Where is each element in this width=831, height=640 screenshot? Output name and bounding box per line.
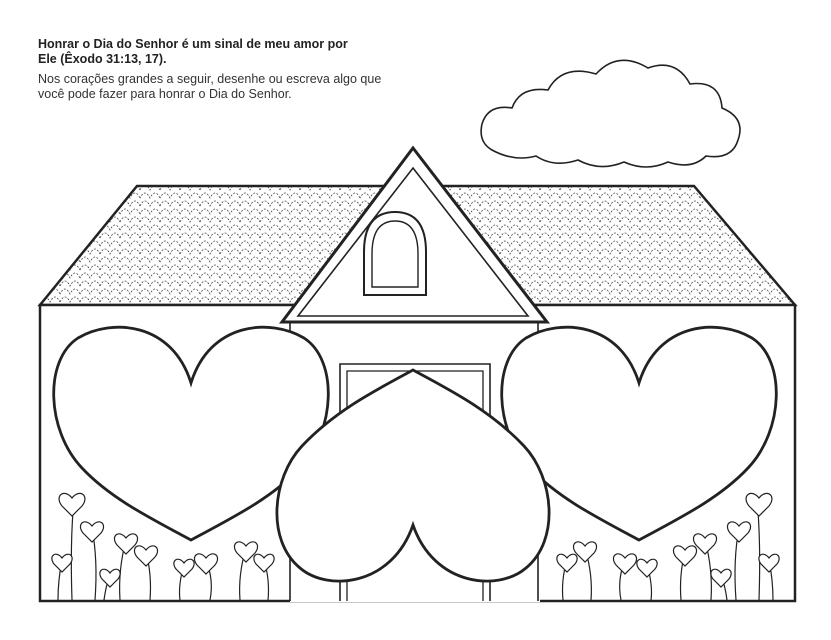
page-title: Honrar o Dia do Senhor é um sinal de meu amor por Ele (Êxodo 31:13, 17).	[38, 37, 348, 66]
arched-window	[364, 212, 426, 295]
instructions-text: Nos corações grandes a seguir, desenhe ou escreva algo que você pode fazer para honrar o Dia do Senhor.	[38, 72, 382, 101]
cloud-shape	[481, 60, 740, 167]
